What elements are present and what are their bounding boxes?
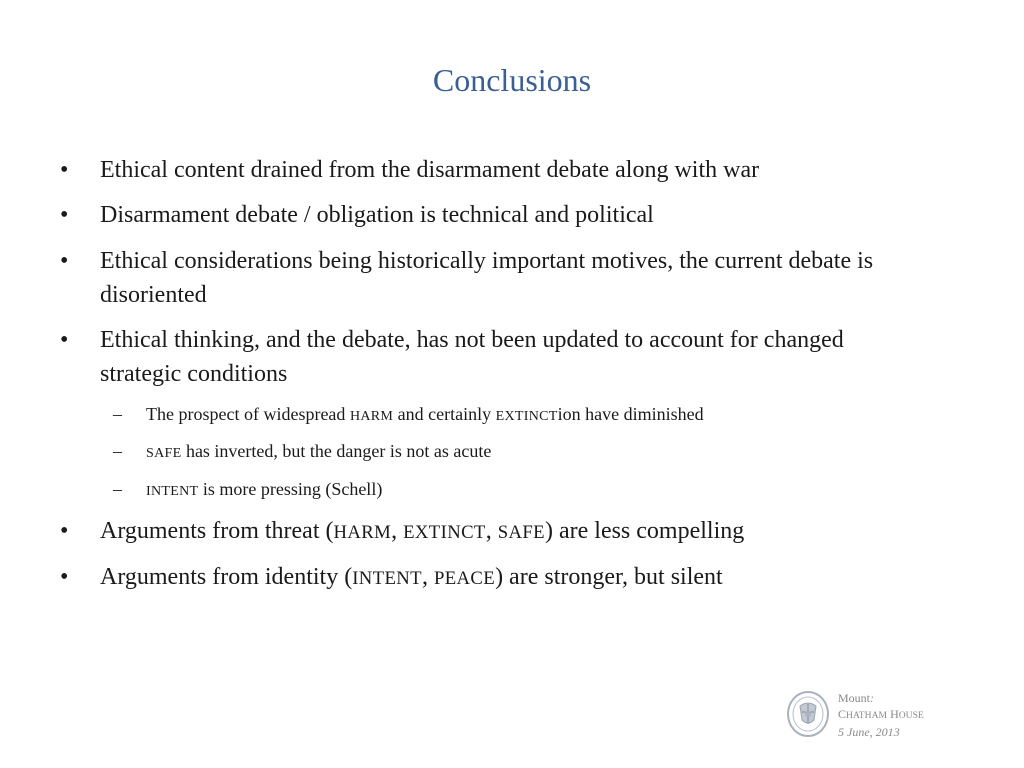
sub-bullet-marker: –: [113, 404, 122, 424]
text-run: ) are stronger, but silent: [495, 564, 723, 590]
bullet-text: [100, 560, 930, 596]
keyword-intent: INTENT: [146, 483, 199, 499]
text-run: has inverted, but the danger is not as acute: [181, 441, 492, 461]
slide-title: Conclusions: [432, 62, 592, 98]
bullet-text: [100, 514, 930, 550]
keyword-harm: HARM: [349, 408, 394, 424]
keyword-harm: HARM: [333, 522, 392, 543]
footer-text: [838, 690, 924, 740]
bullet-text: Ethical content drained from the disarmament debate along with war: [100, 157, 760, 183]
keyword-extinct: EXTINCT: [403, 522, 486, 543]
bullet-marker: •: [60, 157, 69, 183]
text-run: ,: [421, 564, 434, 590]
text-run: H: [890, 707, 899, 721]
text-run: Arguments from threat (: [100, 518, 334, 544]
text-run: Mount: [838, 691, 871, 705]
text-run: HATHAM: [846, 710, 888, 721]
bullet-marker: •: [60, 327, 69, 353]
text-run: OUSE: [898, 710, 924, 721]
text-run: ion have diminished: [557, 404, 704, 424]
footer-author: [838, 690, 924, 706]
sub-bullet-text: [146, 401, 926, 429]
sub-bullet-marker: –: [113, 441, 122, 461]
keyword-extinct: EXTINCT: [495, 408, 558, 424]
sub-bullet-text: [146, 476, 926, 504]
text-run: The prospect of widespread: [146, 404, 350, 424]
keyword-safe: SAFE: [497, 522, 545, 543]
bullet-text: Ethical thinking, and the debate, has not been updated to account for changed strategic conditions: [100, 327, 844, 387]
bullet-text: Ethical considerations being historically important motives, the current debate is disoriented: [100, 248, 874, 308]
keyword-safe: SAFE: [146, 445, 182, 461]
text-run: Arguments from identity (: [100, 564, 353, 590]
keyword-intent: INTENT: [352, 568, 422, 589]
bullet-text: Disarmament debate / obligation is technical and political: [100, 202, 654, 228]
text-run: C: [838, 707, 847, 721]
slide-footer: [786, 690, 986, 742]
sub-bullet-text: [146, 438, 926, 466]
text-run: and certainly: [393, 404, 496, 424]
text-run: ) are less compelling: [544, 518, 745, 544]
bullet-marker: •: [60, 248, 69, 274]
sub-bullet-marker: –: [113, 479, 122, 499]
text-run: is more pressing (Schell): [198, 479, 383, 499]
bullet-marker: •: [60, 518, 69, 544]
text-run: ,: [391, 518, 404, 544]
keyword-peace: PEACE: [433, 568, 496, 589]
footer-venue: [838, 706, 924, 724]
text-run: :: [870, 691, 875, 705]
text-run: ,: [485, 518, 498, 544]
bullet-marker: •: [60, 202, 69, 228]
footer-date: 5 June, 2013: [838, 725, 900, 739]
university-seal-icon: [786, 690, 830, 738]
bullet-marker: •: [60, 564, 69, 590]
